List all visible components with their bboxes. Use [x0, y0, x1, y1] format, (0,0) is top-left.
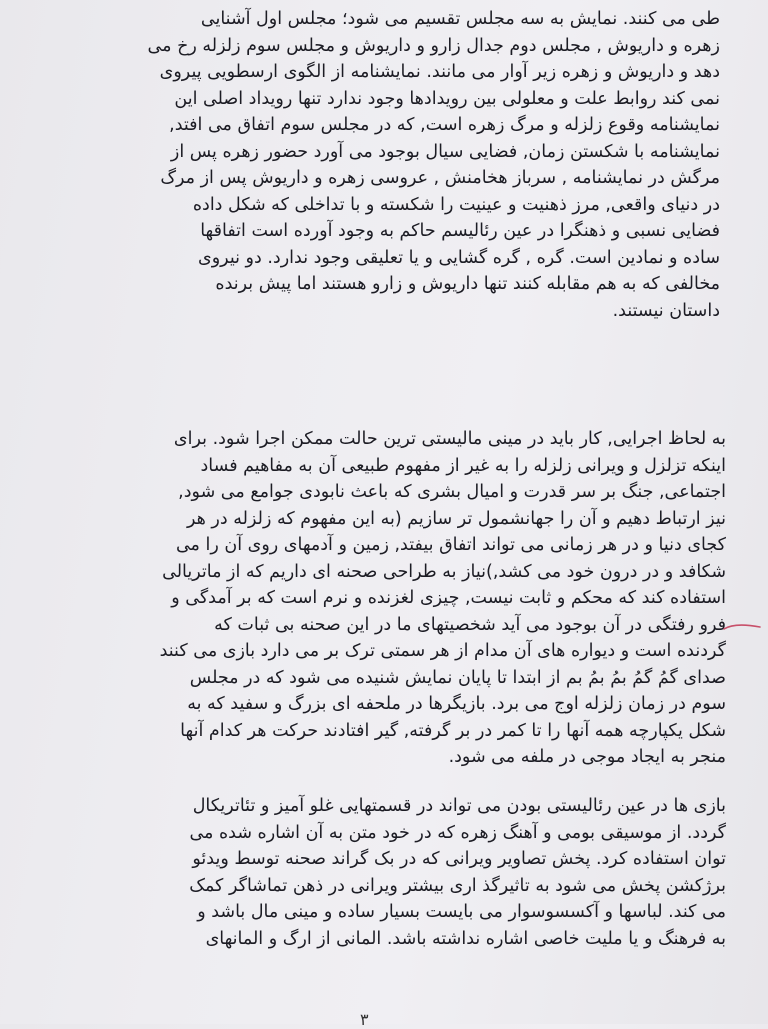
text-line: گردنده است و دیواره های آن مدام از هر سمتی ترک بر می دارد بازی می کنند — [159, 641, 726, 661]
text-line: شکافد و در درون خود می کشد,)نیاز به طراحی صحنه ای داریم که از ماتریالی — [162, 561, 726, 582]
text-line: نیز ارتباط دهیم و آن را جهانشمول تر سازیم (به این مفهوم که زلزله در هر — [186, 508, 726, 529]
text-line: مرگش در نمایشنامه , سرباز هخامنش , عروسی زهره و داریوش پس از مرگ — [160, 168, 720, 188]
text-line: نمایشنامه با شکستن زمان, فضایی سیال بوجود می آورد حضور زهره پس از — [170, 141, 720, 162]
text-line: ساده و نمادین است. گره , گره گشایی و یا تعلیقی وجود ندارد. دو نیروی — [198, 247, 720, 268]
text-line: صدای گمُ گمُ بمُ بمُ بم از ابتدا تا پایان نمایش شنیده می شود که در مجلس — [189, 667, 726, 688]
text-line: شکل یکپارچه همه آنها را تا کمر در بر گرفته, گیر افتادند حرکت هر کدام آنها — [180, 720, 726, 741]
text-line: سوم در زمان زلزله اوج می برد. بازیگرها در ملحفه ای بزرگ و سفید که به — [187, 694, 726, 714]
text-line: می کند. لباسها و آکسسوسوار می بایست بسیار ساده و مینی مال باشد و — [197, 902, 726, 922]
text-line: اجتماعی, جنگ بر سر قدرت و امیال بشری که باعث نابودی جوامع می شود, — [178, 482, 726, 502]
text-line: فضایی نسبی و ذهنگرا در عین رئالیسم حاکم به وجود آورده است اتفاقها — [200, 221, 720, 241]
text-line: بازی ها در عین رئالیستی بودن می تواند در قسمتهایی غلو آمیز و تئاتریکال — [192, 796, 726, 816]
text-line: گردد. از موسیقی بومی و آهنگ زهره که در خود متن به آن اشاره شده می — [189, 822, 726, 843]
text-line: به لحاظ اجرایی, کار باید در مینی مالیستی ترین حالت ممکن اجرا شود. برای — [173, 429, 726, 449]
text-line: دهد و داریوش و زهره زیر آوار می مانند. نمایشنامه از الگوی ارسطویی پیروی — [159, 62, 720, 82]
text-line: طی می کنند. نمایش به سه مجلس تقسیم می شود؛ مجلس اول آشنایی — [200, 9, 720, 29]
pen-mark — [722, 620, 762, 634]
text-line: نمی کند روابط علت و معلولی بین رویدادها وجود ندارد تنها رویداد اصلی این — [174, 88, 720, 109]
text-line: استفاده کند که محکم و ثابت نیست, چیزی لغزنده و نرم است که بر آمدگی و — [171, 588, 726, 608]
text-line: کجای دنیا و در هر زمانی می تواند اتفاق بیفتد, زمین و آدمهای روی آن را می — [175, 535, 726, 555]
text-line: اینکه تزلزل و ویرانی زلزله را به غیر از مفهوم طبیعی آن به مفاهیم فساد — [200, 455, 726, 476]
paragraph-staging — [76, 426, 726, 771]
page-number: ۳ — [360, 1010, 369, 1029]
text-line: نمایشنامه وقوع زلزله و مرگ زهره است, که در مجلس سوم اتفاق می افتد, — [169, 115, 720, 135]
text-line: داستان نیستند. — [612, 300, 720, 321]
text-line: برژکشن پخش می شود به تاثیرگذ اری بیشتر ویرانی در ذهن تماشاگر کمک — [189, 875, 726, 896]
paragraph-performance — [70, 793, 726, 952]
text-line: فرو رفتگی در آن بوجود می آید شخصیتهای ما در این صحنه بی ثبات که — [214, 614, 726, 635]
text-line: توان استفاده کرد. پخش تصاویر ویرانی که در بک گراند صحنه توسط ویدئو — [192, 849, 726, 869]
text-line: به فرهنگ و یا ملیت خاصی اشاره نداشته باشد. المانی از ارگ و المانهای — [205, 928, 726, 949]
text-line: منجر به ایجاد موجی در ملفه می شود. — [448, 747, 726, 767]
text-line: مخالفی که به هم مقابله کنند تنها داریوش و زارو هستند اما پیش برنده — [215, 274, 720, 294]
paragraph-plot-summary — [72, 6, 720, 324]
text-line: در دنیای واقعی, مرز ذهنیت و عینیت را شکسته و با تداخلی که شکل داده — [192, 194, 720, 215]
text-line: زهره و داریوش , مجلس دوم جدال زارو و داریوش و مجلس سوم زلزله رخ می — [147, 35, 720, 56]
